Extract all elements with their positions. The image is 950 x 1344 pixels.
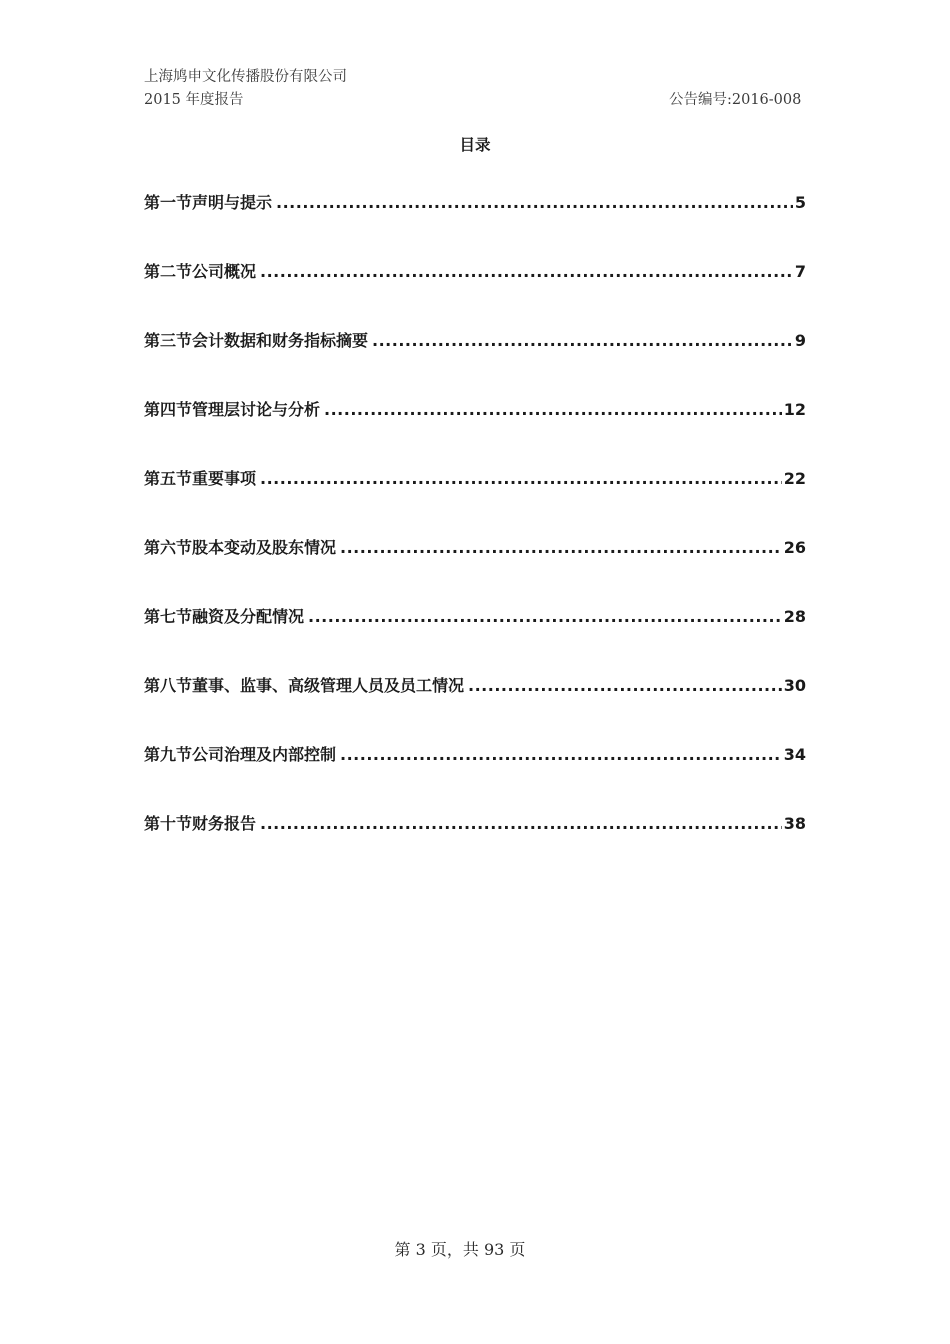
- toc-entry-page: 38: [783, 814, 806, 833]
- toc-leader-dots: [468, 676, 782, 696]
- toc-entry[interactable]: [144, 469, 806, 538]
- toc-entry[interactable]: [144, 538, 806, 607]
- toc-entry-page: 7: [794, 262, 806, 281]
- toc-title: 目录: [459, 136, 491, 154]
- toc-entry-label: 第十节财务报告: [144, 814, 257, 833]
- toc-entry-page: 12: [783, 400, 806, 419]
- toc-leader-dots: [372, 331, 793, 351]
- toc-entry[interactable]: [144, 676, 806, 745]
- toc-entry-page: 26: [783, 538, 806, 557]
- toc-entry[interactable]: [144, 262, 806, 331]
- toc-entry-page: 5: [794, 193, 806, 212]
- toc-entry-page: 30: [783, 676, 806, 695]
- table-of-contents: [144, 193, 806, 883]
- toc-entry-label: 第八节董事、监事、高级管理人员及员工情况: [144, 676, 465, 695]
- toc-leader-dots: [340, 538, 782, 558]
- toc-entry-page: 34: [783, 745, 806, 764]
- toc-entry-label: 第九节公司治理及内部控制: [144, 745, 337, 764]
- toc-entry[interactable]: [144, 607, 806, 676]
- toc-entry[interactable]: [144, 193, 806, 262]
- toc-entry-label: 第二节公司概况: [144, 262, 257, 281]
- toc-leader-dots: [308, 607, 782, 627]
- toc-leader-dots: [324, 400, 782, 420]
- page-footer: 第 3 页，共 93 页: [394, 1240, 526, 1259]
- toc-entry-page: 28: [783, 607, 806, 626]
- toc-entry-page: 9: [794, 331, 806, 350]
- toc-entry-label: 第一节声明与提示: [144, 193, 273, 212]
- toc-entry-label: 第七节融资及分配情况: [144, 607, 305, 626]
- toc-entry[interactable]: [144, 331, 806, 400]
- toc-leader-dots: [260, 262, 793, 282]
- toc-leader-dots: [340, 745, 782, 765]
- toc-entry-label: 第四节管理层讨论与分析: [144, 400, 321, 419]
- company-name: 上海鸠申文化传播股份有限公司: [144, 69, 347, 85]
- toc-entry-page: 22: [783, 469, 806, 488]
- toc-leader-dots: [260, 814, 782, 834]
- toc-entry-label: 第六节股本变动及股东情况: [144, 538, 337, 557]
- toc-entry[interactable]: [144, 400, 806, 469]
- toc-entry-label: 第三节会计数据和财务指标摘要: [144, 331, 369, 350]
- notice-number: 公告编号:2016-008: [669, 92, 802, 108]
- toc-leader-dots: [260, 469, 782, 489]
- report-title: 2015 年度报告: [144, 92, 244, 108]
- toc-entry[interactable]: [144, 814, 806, 883]
- toc-entry-label: 第五节重要事项: [144, 469, 257, 488]
- toc-entry[interactable]: [144, 745, 806, 814]
- toc-leader-dots: [276, 193, 793, 213]
